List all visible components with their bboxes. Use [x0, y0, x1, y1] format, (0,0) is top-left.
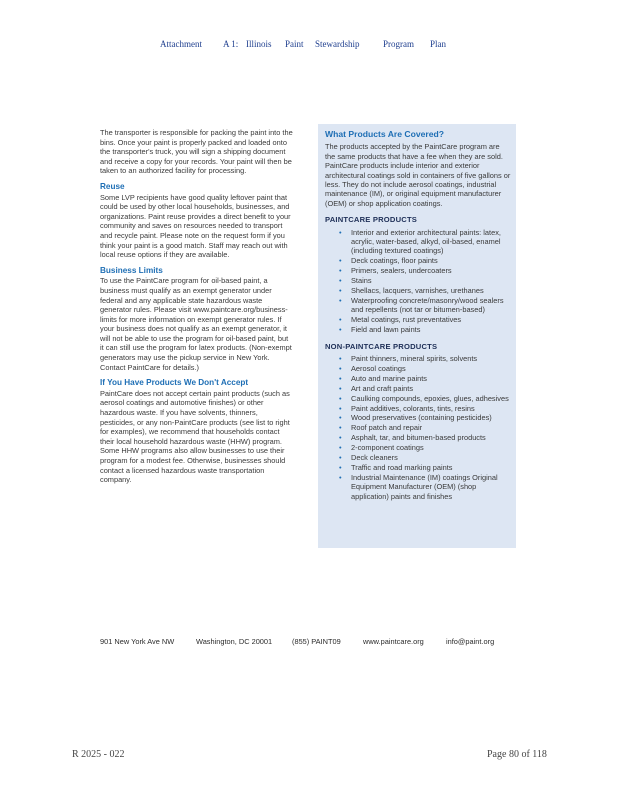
header-state: Illinois [246, 39, 272, 49]
footer-email-link[interactable]: info@paint.org [446, 637, 495, 646]
panel-title: What Products Are Covered? [325, 129, 445, 139]
list-item: • Waterproofing concrete/masonry/wood sealers and repellents (not tar or bitumen-based) [325, 296, 511, 315]
not-accepted-paragraph: PaintCare does not accept certain paint products (such as aerosol coatings and automotive finishes) or other hazardous waste. If you have solvents, thinners, pesticides, or any non-PaintCare products (see list to right for examples), we recommend that households contact their local household hazardous waste (HHW) program. Some HHW programs also allow businesses to use their program for a modest fee. Otherwise, businesses should contact a licensed hazardous waste transportation company. [100, 388, 290, 485]
list-item: • Asphalt, tar, and bitumen-based products [325, 433, 511, 442]
intro-paragraph: The transporter is responsible for packing the paint into the bins. Once your paint is properly packed and loaded onto the transporter's truck, you will sign a shipping document and receive a copy for your records. Your paint will then be taken to an authorized facility for processing. [100, 128, 293, 176]
reuse-paragraph: Some LVP recipients have good quality leftover paint that could be used by other local households, businesses, and organizations. Paint reuse provides a direct benefit to your community and saves on resources needed to transport and recycle paint. Please note on the request form if you think your paint is a good match. Staff may reach out with local reuse options if they are available. [100, 192, 291, 260]
list-item: • Traffic and road marking paints [325, 463, 511, 472]
header-program: Program [383, 39, 414, 49]
list-item: • Paint additives, colorants, tints, resins [325, 404, 511, 413]
list-item: • Shellacs, lacquers, varnishes, urethanes [325, 286, 511, 295]
left-column [100, 128, 293, 491]
list-item: • Stains [325, 276, 511, 285]
list-item: • Deck cleaners [325, 453, 511, 462]
list-item: • Paint thinners, mineral spirits, solvents [325, 354, 511, 363]
list-item: • Primers, sealers, undercoaters [325, 266, 511, 275]
list-item: • Roof patch and repair [325, 423, 511, 432]
contact-footer [100, 637, 520, 649]
page-number: Page 80 of 118 [487, 749, 547, 760]
header-attachment: Attachment [160, 39, 202, 49]
footer-phone: (855) PAINT09 [292, 637, 341, 646]
list-item: • Auto and marine paints [325, 374, 511, 383]
list-item: • Deck coatings, floor paints [325, 256, 511, 265]
business-limits-paragraph: To use the PaintCare program for oil-based paint, a business must qualify as an exempt generator under federal and any applicable state hazardous waste generator rules. Please visit www.paintcare.org/business-limits for more information on exempt generator rules. If your business does not qualify as an exempt generator, it will not be able to use the program for oil-based paint, but it can still use the program for latex products. (Non-exempt generators may use the pickup service in New York. Contact PaintCare for details.) [100, 276, 292, 372]
list-item: • Field and lawn paints [325, 325, 511, 334]
header-section: A 1: [223, 39, 239, 49]
page-footer [0, 749, 618, 763]
non-paintcare-products-heading: NON-PAINTCARE PRODUCTS [325, 341, 438, 351]
footer-address: 901 New York Ave NW [100, 637, 175, 646]
list-item: • Art and craft paints [325, 384, 511, 393]
non-paintcare-products-list [325, 354, 511, 501]
page-header [0, 39, 618, 53]
list-item: • Industrial Maintenance (IM) coatings Original Equipment Manufacturer (OEM) (shop application) paints and finishes [325, 473, 511, 501]
list-item: • Wood preservatives (containing pesticides) [325, 413, 511, 422]
header-plan: Plan [430, 39, 447, 49]
list-item: • Interior and exterior architectural paints: latex, acrylic, water-based, alkyd, oil-based, enamel (including textured coatings) [325, 228, 511, 256]
footer-city: Washington, DC 20001 [196, 637, 273, 646]
paintcare-products-list [325, 228, 511, 335]
not-accepted-heading: If You Have Products We Don't Accept [100, 378, 249, 388]
list-item: • Caulking compounds, epoxies, glues, adhesives [325, 394, 511, 403]
products-covered-panel [318, 124, 516, 548]
list-item: • Metal coatings, rust preventatives [325, 315, 511, 324]
list-item: • Aerosol coatings [325, 364, 511, 373]
panel-intro: The products accepted by the PaintCare program are the same products that have a fee when they are sold. PaintCare products include interior and exterior architectural coatings sold in containers of five gallons or less. They do not include aerosol coatings, industrial maintenance (IM), or original equipment manufacturer (OEM) or shop application coatings. [325, 142, 511, 208]
header-stewardship: Stewardship [315, 39, 360, 49]
header-paint: Paint [285, 39, 304, 49]
document-id: R 2025 - 022 [72, 749, 125, 760]
paintcare-products-heading: PAINTCARE PRODUCTS [325, 215, 418, 225]
business-limits-heading: Business Limits [100, 265, 163, 275]
footer-website-link[interactable]: www.paintcare.org [363, 637, 424, 646]
reuse-heading: Reuse [100, 181, 125, 191]
list-item: • 2-component coatings [325, 443, 511, 452]
